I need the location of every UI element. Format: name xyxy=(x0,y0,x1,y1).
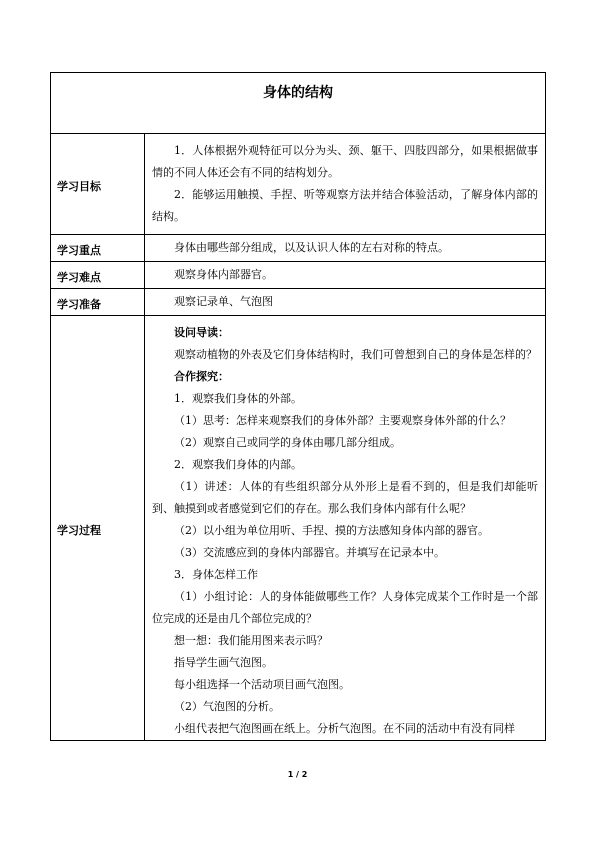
goals-label-cell xyxy=(51,134,145,235)
process-paragraph: （2）气泡图的分析。 xyxy=(174,700,280,713)
process-paragraph: 指导学生画气泡图。 xyxy=(174,656,273,669)
lesson-plan-table xyxy=(50,72,546,741)
process-paragraph: 观察动植物的外表及它们身体结构时，我们可曾想到自己的身体是怎样的？ xyxy=(174,348,537,361)
process-paragraph: （3）交流感应到的身体内部器官。并填写在记录本中。 xyxy=(174,546,445,559)
process-paragraph: （1）讲述：人体的有些组织部分从外形上是看不到的，但是我们却能听到、触摸到或者感觉到它们的存在。那么我们身体内部有什么呢？ xyxy=(152,480,538,515)
focus-text: 身体由哪些部分组成，以及认识人体的左右对称的特点。 xyxy=(174,241,449,254)
focus-label-cell xyxy=(51,235,145,262)
goals-content xyxy=(145,134,546,235)
process-row xyxy=(51,316,546,741)
process-heading-explore: 合作探究： xyxy=(174,370,229,383)
title-row xyxy=(51,73,546,134)
preparation-label: 学习准备 xyxy=(57,297,101,311)
difficulty-row xyxy=(51,262,546,289)
focus-label: 学习重点 xyxy=(57,243,101,257)
process-paragraph: （2）以小组为单位用听、手捏、摸的方法感知身体内部的器官。 xyxy=(174,524,489,537)
process-paragraph: 小组代表把气泡图画在纸上。分析气泡图。在不同的活动中有没有同样 xyxy=(174,722,515,735)
process-paragraph: 每小组选择一个活动项目画气泡图。 xyxy=(174,678,350,691)
goals-row xyxy=(51,134,546,235)
preparation-label-cell xyxy=(51,289,145,316)
title-cell xyxy=(51,73,546,134)
difficulty-text: 观察身体内部器官。 xyxy=(174,268,273,281)
focus-content xyxy=(145,235,546,262)
process-heading-guide: 设问导读： xyxy=(174,326,229,339)
focus-row xyxy=(51,235,546,262)
process-paragraph: （2）观察自己或同学的身体由哪几部分组成。 xyxy=(174,436,401,449)
goals-label: 学习目标 xyxy=(57,179,101,193)
preparation-text: 观察记录单、气泡图 xyxy=(174,295,273,308)
process-paragraph: 想一想：我们能用图来表示吗？ xyxy=(174,634,328,647)
page-title: 身体的结构 xyxy=(263,85,333,101)
process-paragraph: （1）思考：怎样来观察我们的身体外部？主要观察身体外部的什么？ xyxy=(174,414,511,427)
process-content xyxy=(145,316,546,741)
difficulty-content xyxy=(145,262,546,289)
process-label: 学习过程 xyxy=(57,523,101,537)
page-number: 1 / 2 xyxy=(287,770,308,779)
process-label-cell xyxy=(51,316,145,741)
process-paragraph: 3．身体怎样工作 xyxy=(174,568,258,581)
process-paragraph: （1）小组讨论：人的身体能做哪些工作？人身体完成某个工作时是一个部位完成的还是由几个部位完成的？ xyxy=(152,590,538,625)
difficulty-label: 学习难点 xyxy=(57,270,101,284)
process-paragraph: 2．观察我们身体的内部。 xyxy=(174,458,302,471)
preparation-content xyxy=(145,289,546,316)
difficulty-label-cell xyxy=(51,262,145,289)
process-paragraph: 1．观察我们身体的外部。 xyxy=(174,392,302,405)
goal-item-1: 1．人体根据外观特征可以分为头、颈、躯干、四肢四部分，如果根据做事情的不同人体还会有不同的结构划分。 xyxy=(152,144,538,179)
preparation-row xyxy=(51,289,546,316)
goal-item-2: 2．能够运用触摸、手捏、听等观察方法并结合体验活动，了解身体内部的结构。 xyxy=(152,188,538,223)
